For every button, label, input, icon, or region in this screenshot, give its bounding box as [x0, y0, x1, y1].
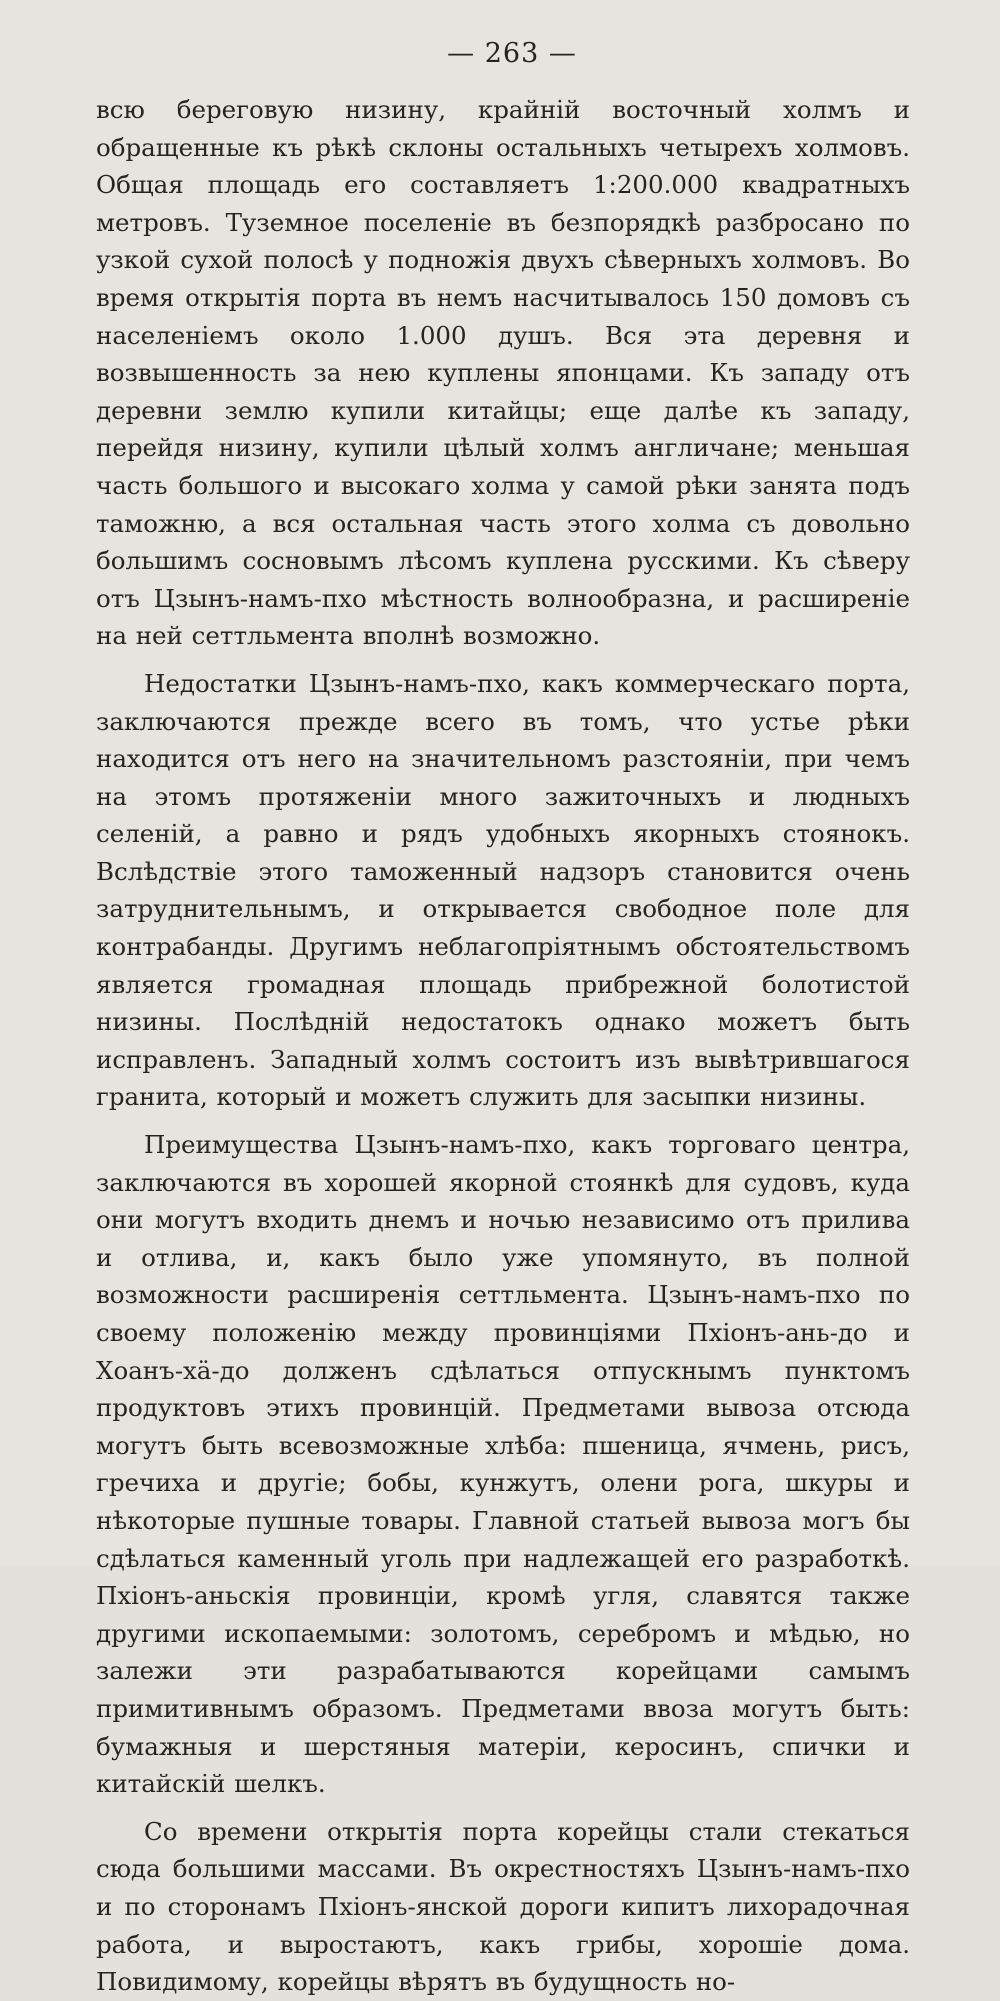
paragraph-2: Недостатки Цзынъ-намъ-пхо, какъ коммерческаго порта, заключаются прежде всего въ томъ, что устье рѣки находится отъ него на значительномъ разстояніи, при чемъ на этомъ протяженіи много зажиточныхъ и людныхъ селеній, а равно и рядъ удобныхъ якорныхъ стоянокъ. Вслѣдствіе этого таможенный надзоръ становится очень затруднительнымъ, и открывается свободное поле для контрабанды. Другимъ неблагопріятнымъ обстоятельствомъ является громадная площадь прибрежной болотистой низины. Послѣдній недостатокъ однако можетъ быть исправленъ. Западный холмъ состоитъ изъ вывѣтрившагося гранита, который и можетъ служить для засыпки низины.: [96, 668, 910, 1112]
paragraph-1: всю береговую низину, крайній восточный холмъ и обращенные къ рѣкѣ склоны остальныхъ четырехъ холмовъ. Общая площадь его составляетъ 1:200.000 квадратныхъ метровъ. Туземное поселеніе въ безпорядкѣ разбросано по узкой сухой полосѣ у подножія двухъ сѣверныхъ холмовъ. Во время открытія порта въ немъ насчитывалось 150 домовъ съ населеніемъ около 1.000 душъ. Вся эта деревня и возвышенность за нею куплены японцами. Къ западу отъ деревни землю купили китайцы; еще далѣе къ западу, перейдя низину, купили цѣлый холмъ англичане; меньшая часть большого и высокаго холма у самой рѣки занята подъ таможню, а вся остальная часть этого холма съ довольно большимъ сосновымъ лѣсомъ куплена русскими. Къ сѣверу отъ Цзынъ-намъ-пхо мѣстность волнообразна, и расширеніе на ней сеттльмента вполнѣ возможно.: [96, 95, 910, 651]
paragraph-3: Преимущества Цзынъ-намъ-пхо, какъ торговаго центра, заключаются въ хорошей якорной стоянкѣ для судовъ, куда они могутъ входить днемъ и ночью независимо отъ прилива и отлива, и, какъ было уже упомянуто, въ полной возможности расширенія сеттльмента. Цзынъ-намъ-пхо по своему положенію между провинціями Пхіонъ-ань-до и Хоанъ-хä-до долженъ сдѣлаться отпускнымъ пунктомъ продуктовъ этихъ провинцій. Предметами вывоза отсюда могутъ быть всевозможные хлѣба: пшеница, ячмень, рисъ, гречиха и другіе; бобы, кунжутъ, олени рога, шкуры и нѣкоторые пушные товары. Главной статьей вывоза могъ бы сдѣлаться каменный уголь при надлежащей его разработкѣ. Пхіонъ-аньскія провинціи, кромѣ угля, славятся также другими ископаемыми: золотомъ, серебромъ и мѣдью, но залежи эти разрабатываются корейцами самымъ примитивнымъ образомъ. Предметами ввоза могутъ быть: бумажныя и шерстяныя матеріи, керосинъ, спички и китайскій шелкъ.: [96, 1130, 910, 1799]
paragraph-4: Со времени открытія порта корейцы стали стекаться сюда большими массами. Въ окрестностяхъ Цзынъ-намъ-пхо и по сторонамъ Пхіонъ-янской дороги кипитъ лихорадочная работа, и выростаютъ, какъ грибы, хорошіе дома. Повидимому, корейцы вѣрятъ въ будущность но-: [96, 1816, 910, 1997]
page-number: — 263 —: [447, 38, 577, 69]
